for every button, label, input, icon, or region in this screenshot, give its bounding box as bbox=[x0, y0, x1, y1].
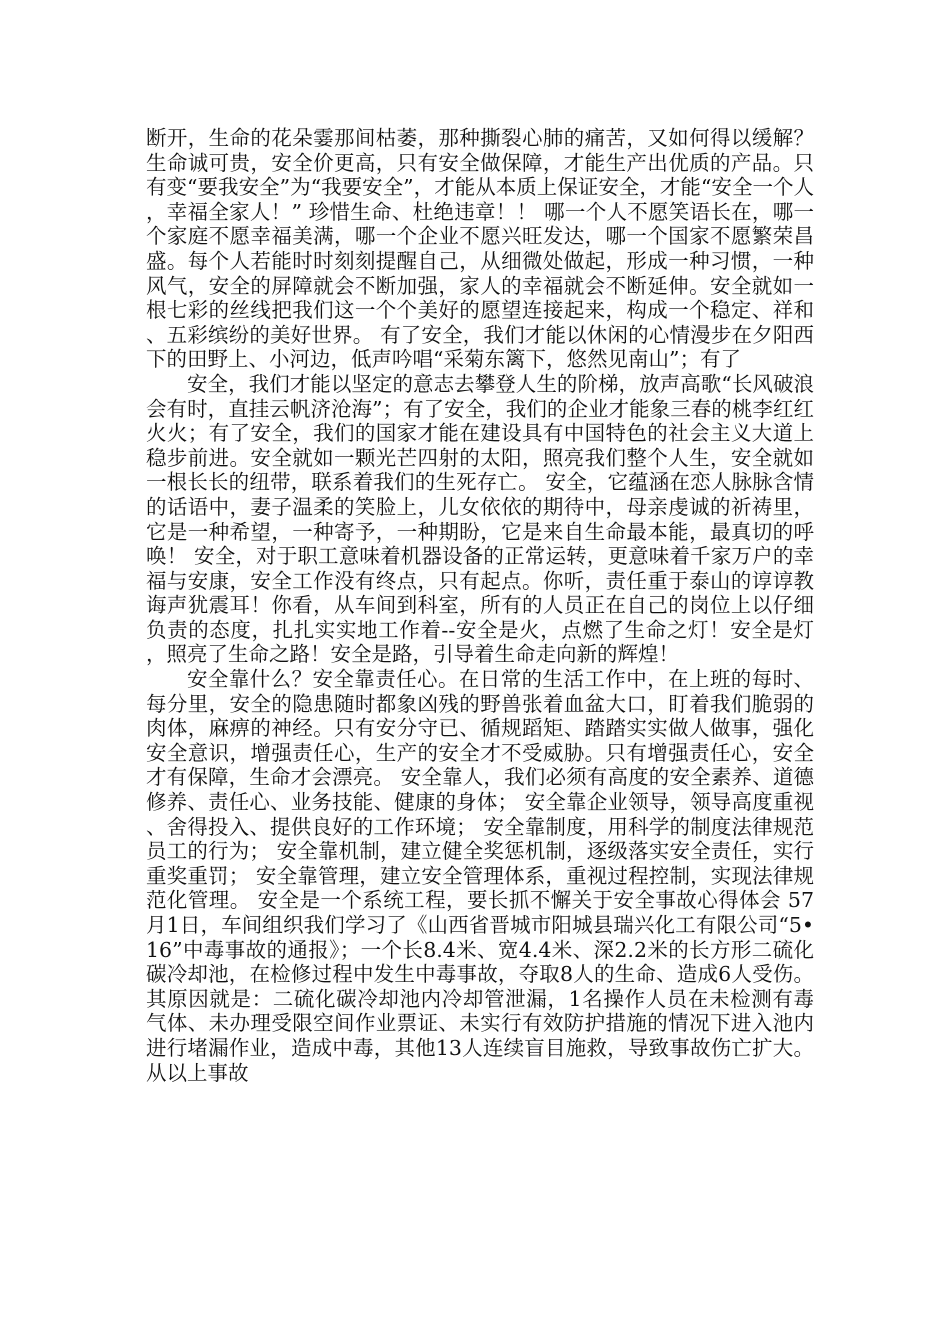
document-body bbox=[146, 126, 814, 1085]
paragraph-1: 断开，生命的花朵霎那间枯萎，那种撕裂心肺的痛苦，又如何得以缓解？ 生命诚可贵，安全价更高，只有安全做保障，才能生产出优质的产品。只有变“要我安全”为“我要安全”，才能从本质上保证安全，才能“安全一个人，幸福全家人！” 珍惜生命、杜绝违章！！ 哪一个人不愿笑语长在，哪一个家庭不愿幸福美满，哪一个企业不愿兴旺发达，哪一个国家不愿繁荣昌盛。每个人若能时时刻刻提醒自己，从细微处做起，形成一种习惯，一种风气，安全的屏障就会不断加强，家人的幸福就会不断延伸。安全就如一根七彩的丝线把我们这一个个美好的愿望连接起来，构成一个稳定、祥和、五彩缤纷的美好世界。 有了安全，我们才能以休闲的心情漫步在夕阳西下的田野上、小河边，低声吟唱“采菊东篱下，悠然见南山”；有了 bbox=[146, 126, 814, 372]
paragraph-3: 安全靠什么？安全靠责任心。在日常的生活工作中，在上班的每时、每分里，安全的隐患随时都象凶残的野兽张着血盆大口，盯着我们脆弱的肉体，麻痹的神经。只有安分守已、循规蹈矩、踏踏实实做人做事，强化安全意识，增强责任心，生产的安全才不受威胁。只有增强责任心，安全才有保障，生命才会漂亮。 安全靠人，我们必须有高度的安全素养、道德修养、责任心、业务技能、健康的身体； 安全靠企业领导，领导高度重视、舍得投入、提供良好的工作环境； 安全靠制度，用科学的制度法律规范员工的行为； 安全靠机制，建立健全奖惩机制，逐级落实安全责任，实行重奖重罚； 安全靠管理，建立安全管理体系，重视过程控制，实现法律规范化管理。 安全是一个系统工程，要长抓不懈关于安全事故心得体会 57月1日，车间组织我们学习了《山西省晋城市阳城县瑞兴化工有限公司“5•16”中毒事故的通报》；一个长8.4米、宽4.4米、深2.2米的长方形二硫化碳冷却池，在检修过程中发生中毒事故，夺取8人的生命、造成6人受伤。其原因就是：二硫化碳冷却池内冷却管泄漏，1名操作人员在未检测有毒气体、未办理受限空间作业票证、未实行有效防护措施的情况下进入池内进行堵漏作业，造成中毒，其他13人连续盲目施救，导致事故伤亡扩大。 从以上事故 bbox=[146, 667, 814, 1085]
paragraph-2: 安全，我们才能以坚定的意志去攀登人生的阶梯，放声高歌“长风破浪会有时，直挂云帆济沧海”；有了安全，我们的企业才能象三春的桃李红红火火；有了安全，我们的国家才能在建设具有中国特色的社会主义大道上稳步前进。安全就如一颗光芒四射的太阳，照亮我们整个人生，安全就如一根长长的纽带，联系着我们的生死存亡。 安全，它蕴涵在恋人脉脉含情的话语中，妻子温柔的笑脸上，儿女依依的期待中，母亲虔诚的祈祷里，它是一种希望，一种寄予，一种期盼，它是来自生命最本能，最真切的呼唤！ 安全，对于职工意味着机器设备的正常运转，更意味着千家万户的幸福与安康，安全工作没有终点，只有起点。你听，责任重于泰山的谆谆教诲声犹震耳！你看，从车间到科室，所有的人员正在自己的岗位上以仔细负责的态度，扎扎实实地工作着--安全是火，点燃了生命之灯！安全是灯，照亮了生命之路！安全是路，引导着生命走向新的辉煌！ bbox=[146, 371, 814, 667]
